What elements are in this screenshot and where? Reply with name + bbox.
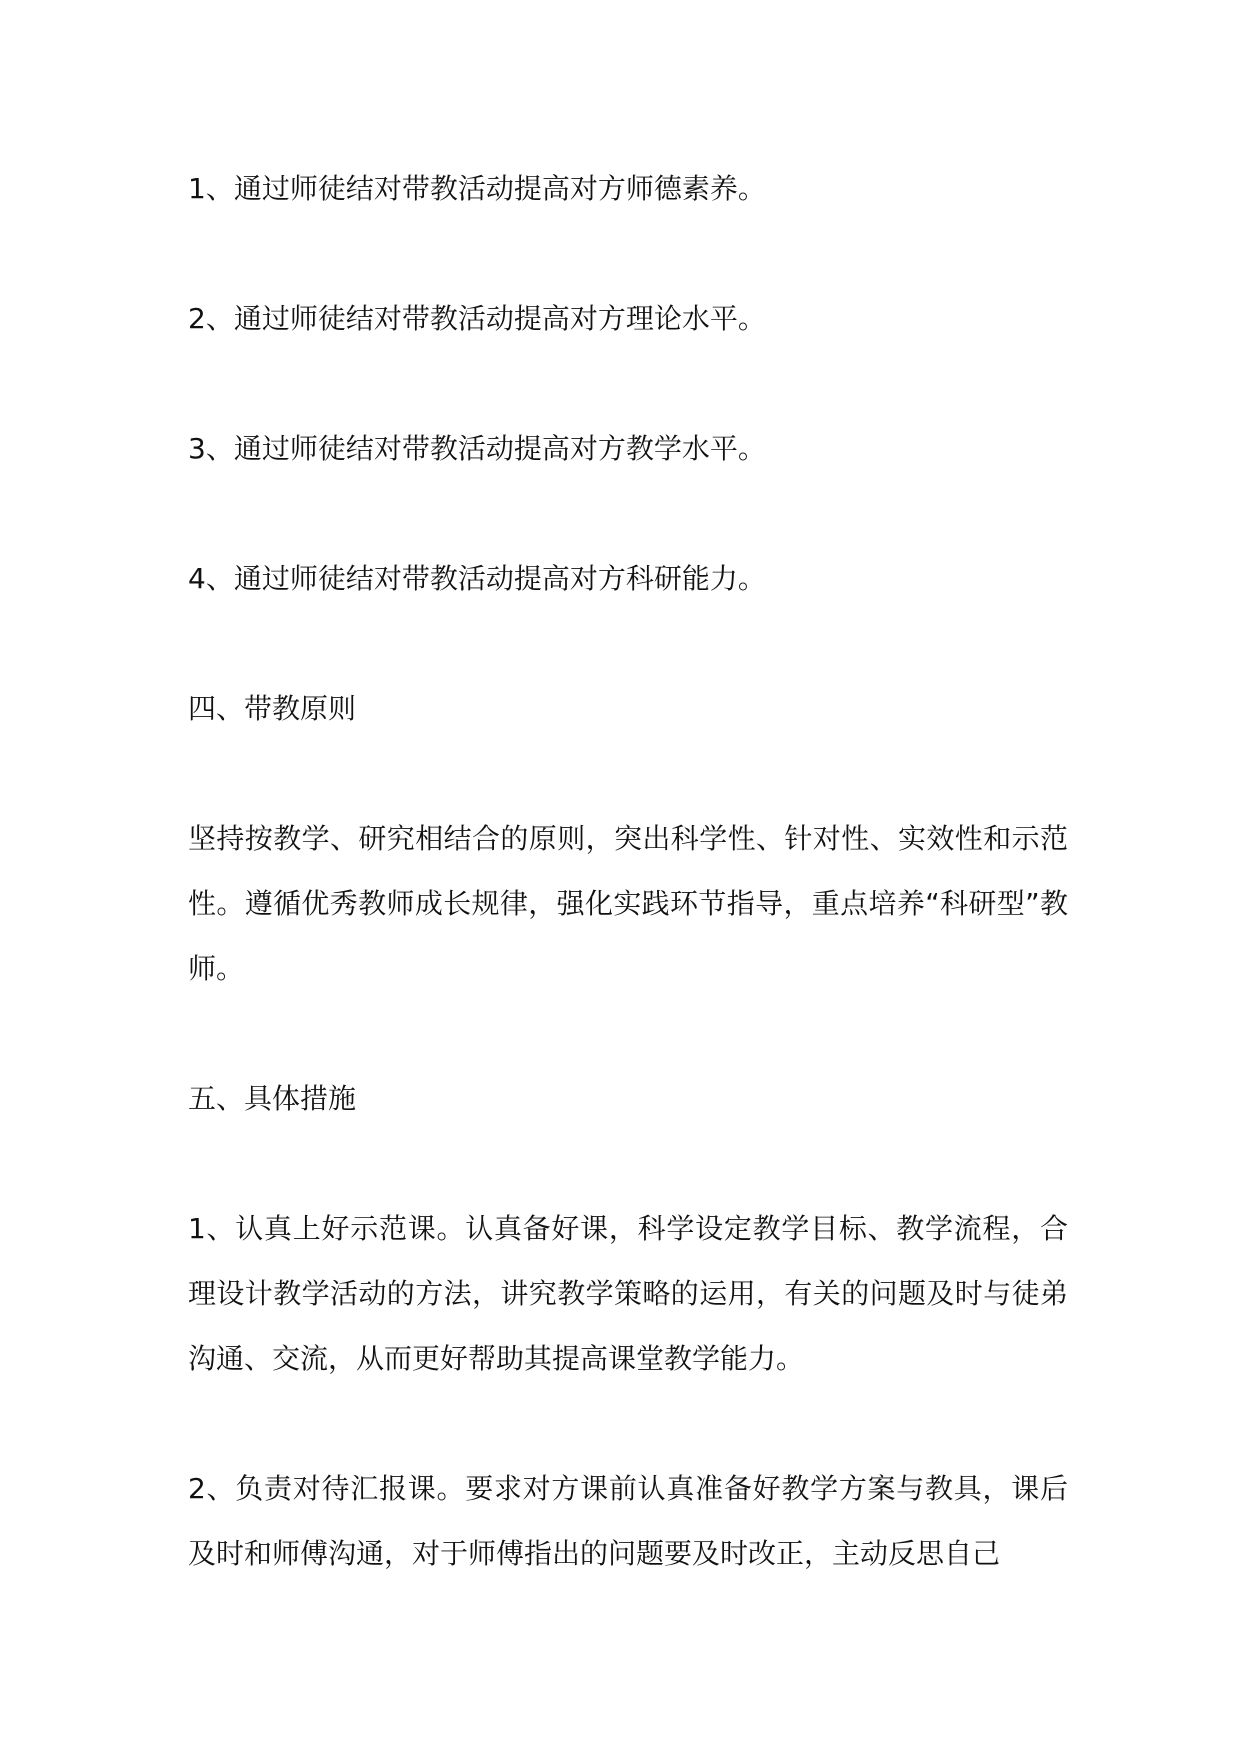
section-heading-principles: 四、带教原则 [188, 692, 357, 725]
goal-item-2: 2、通过师徒结对带教活动提高对方理论水平。 [188, 302, 766, 335]
goal-item-1: 1、通过师徒结对带教活动提高对方师德素养。 [188, 172, 766, 205]
principles-paragraph: 坚持按教学、研究相结合的原则，突出科学性、针对性、实效性和示范性。遵循优秀教师成长规律，强化实践环节指导，重点培养“科研型”教师。 [188, 822, 1068, 985]
goal-item-4: 4、通过师徒结对带教活动提高对方科研能力。 [188, 562, 766, 595]
document-body [188, 156, 1068, 1651]
goal-item-3: 3、通过师徒结对带教活动提高对方教学水平。 [188, 432, 766, 465]
measure-item-2: 2、负责对待汇报课。要求对方课前认真准备好教学方案与教具，课后及时和师傅沟通，对于师傅指出的问题要及时改正，主动反思自己 [188, 1472, 1068, 1570]
measure-item-1: 1、认真上好示范课。认真备好课，科学设定教学目标、教学流程，合理设计教学活动的方法，讲究教学策略的运用，有关的问题及时与徒弟沟通、交流，从而更好帮助其提高课堂教学能力。 [188, 1212, 1068, 1375]
section-heading-measures: 五、具体措施 [188, 1082, 357, 1115]
